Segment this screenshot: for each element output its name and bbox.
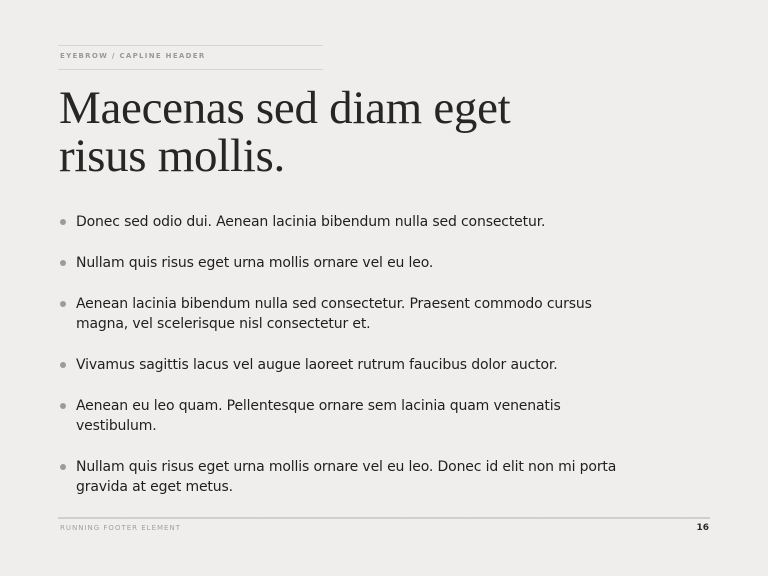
bullet-item [60, 396, 620, 436]
bullet-item [60, 294, 620, 334]
bullet-text: Vivamus sagittis lacus vel augue laoreet rutrum faucibus dolor auctor. [76, 357, 558, 373]
bullet-item [60, 355, 620, 375]
bullet-item [60, 253, 620, 273]
title-line-2: risus mollis. [59, 130, 285, 182]
bullet-text: Nullam quis risus eget urna mollis ornare vel eu leo. [76, 255, 434, 271]
eyebrow-top-rule [58, 45, 323, 46]
footer-rule [58, 517, 710, 519]
slide-title [59, 84, 619, 180]
bullet-dot-icon [60, 362, 66, 368]
bullet-dot-icon [60, 403, 66, 409]
running-footer: RUNNING FOOTER ELEMENT [60, 524, 181, 532]
bullet-dot-icon [60, 260, 66, 266]
bullet-text: Aenean lacinia bibendum nulla sed consectetur. Praesent commodo cursus magna, vel scelerisque nisl consectetur et. [76, 296, 592, 332]
page-number: 16 [696, 523, 709, 533]
bullet-text: Donec sed odio dui. Aenean lacinia bibendum nulla sed consectetur. [76, 214, 546, 230]
bullet-text: Nullam quis risus eget urna mollis ornare vel eu leo. Donec id elit non mi porta gravida at eget metus. [76, 459, 617, 495]
bullet-text: Aenean eu leo quam. Pellentesque ornare sem lacinia quam venenatis vestibulum. [76, 398, 561, 434]
title-line-1: Maecenas sed diam eget [59, 82, 511, 134]
bullet-dot-icon [60, 219, 66, 225]
bullet-dot-icon [60, 464, 66, 470]
eyebrow-header: EYEBROW / CAPLINE HEADER [60, 52, 206, 60]
eyebrow-bottom-rule [58, 69, 323, 70]
bullet-list [60, 212, 620, 518]
bullet-item [60, 457, 620, 497]
bullet-dot-icon [60, 301, 66, 307]
bullet-item [60, 212, 620, 232]
